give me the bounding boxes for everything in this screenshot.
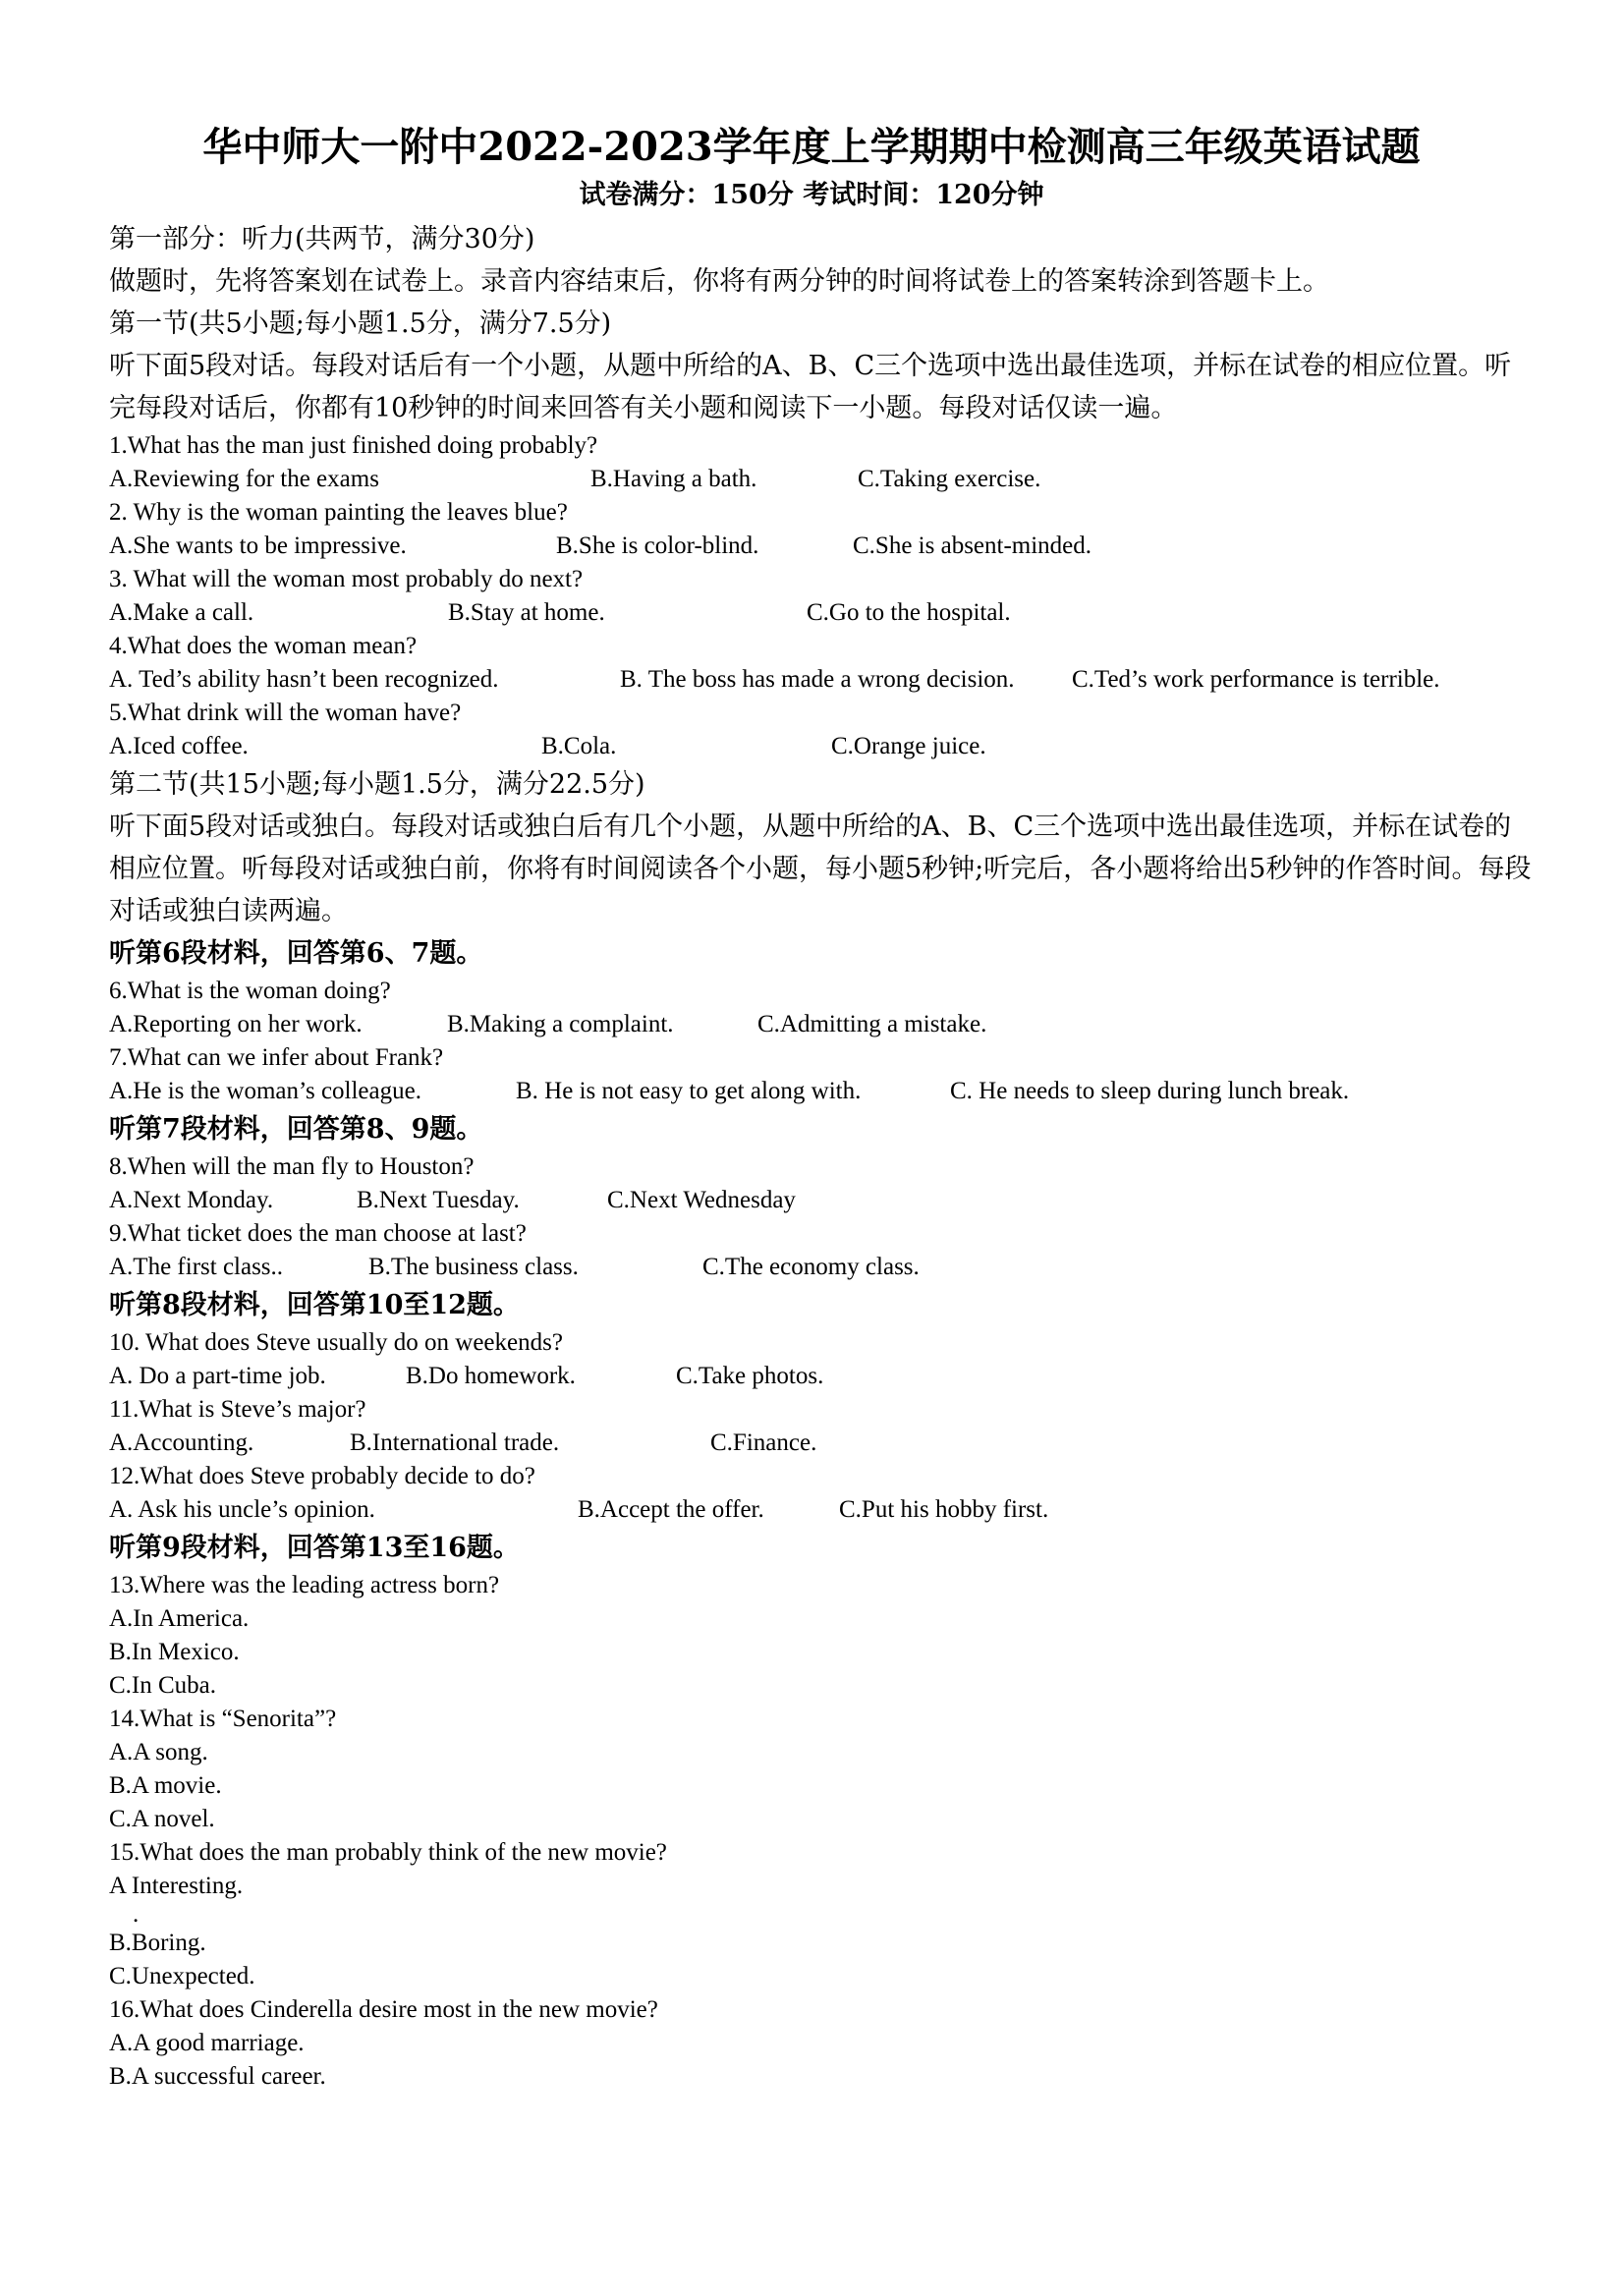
option-a: A.In America. [109, 1605, 250, 1632]
question-3 [109, 563, 1534, 630]
option-b: B.Stay at home. [448, 599, 605, 626]
option-a: A.Reporting on her work. [109, 1011, 363, 1037]
question-text: 2. Why is the woman painting the leaves blue? [109, 499, 568, 526]
option-b: B.Boring. [109, 1930, 206, 1956]
option-b: B.Making a complaint. [447, 1011, 674, 1037]
question-16 [109, 1993, 1534, 2094]
options-row [109, 530, 1534, 563]
question-4 [109, 630, 1534, 697]
question-text: 10. What does Steve usually do on weekends? [109, 1329, 563, 1356]
option-c: C.Unexpected. [109, 1963, 255, 1989]
option-a: A.The first class.. [109, 1254, 284, 1280]
option-a: A.He is the woman’s colleague. [109, 1078, 421, 1104]
option-c: C.Finance. [710, 1429, 817, 1456]
part1-heading: 第一部分：听力(共两节，满分30分) [109, 224, 535, 254]
option-a: A. Do a part-time job. [109, 1363, 326, 1389]
option-a: A.Reviewing for the exams [109, 466, 379, 492]
option-c: C.A novel. [109, 1806, 215, 1832]
question-text: 5.What drink will the woman have? [109, 700, 462, 726]
section1-heading: 第一节(共5小题;每小题1.5分，满分7.5分) [109, 308, 612, 339]
question-text: 8.When will the man fly to Houston? [109, 1153, 475, 1180]
option-b: B.A movie. [109, 1772, 222, 1799]
group-heading-9: 听第9段材料，回答第13至16题。 [109, 1533, 520, 1563]
question-text: 3. What will the woman most probably do next? [109, 566, 584, 592]
option-b: B.The business class. [368, 1254, 579, 1280]
question-12 [109, 1460, 1534, 1527]
question-text: 6.What is the woman doing? [109, 978, 391, 1004]
question-text: 4.What does the woman mean? [109, 633, 418, 659]
question-text: 9.What ticket does the man choose at last? [109, 1220, 527, 1247]
option-a: A.A good marriage. [109, 2030, 305, 2056]
option-b: B. He is not easy to get along with. [516, 1078, 862, 1104]
option-c: C. He needs to sleep during lunch break. [950, 1078, 1350, 1104]
question-8 [109, 1150, 1534, 1217]
options-row [109, 1360, 1534, 1393]
section2-heading: 第二节(共15小题;每小题1.5分，满分22.5分) [109, 769, 645, 800]
option-c: C.Put his hobby first. [839, 1496, 1049, 1523]
option-b: B.A successful career. [109, 2063, 326, 2090]
question-10 [109, 1326, 1534, 1393]
question-6 [109, 975, 1534, 1041]
option-b: B.Cola. [541, 733, 617, 759]
question-text: 16.What does Cinderella desire most in the new movie? [109, 1996, 658, 2023]
question-11 [109, 1393, 1534, 1460]
question-text: 11.What is Steve’s major? [109, 1396, 366, 1423]
question-1 [109, 429, 1534, 496]
options-row [109, 1251, 1534, 1284]
option-b: B.Accept the offer. [578, 1496, 764, 1523]
question-9 [109, 1217, 1534, 1284]
option-b: B.Next Tuesday. [357, 1187, 520, 1213]
option-c: C.Next Wednesday [607, 1187, 796, 1213]
option-a: A.Make a call. [109, 599, 254, 626]
option-a: A.Iced coffee. [109, 733, 249, 759]
option-c: C.Admitting a mistake. [757, 1011, 987, 1037]
question-14 [109, 1703, 1534, 1836]
option-c: C.Ted’s work performance is terrible. [1072, 666, 1440, 693]
option-b: B.Do homework. [406, 1363, 576, 1389]
options-row [109, 1493, 1534, 1527]
question-15 [109, 1836, 1534, 1993]
options-row [109, 1184, 1534, 1217]
group-heading-8: 听第8段材料，回答第10至12题。 [109, 1290, 520, 1320]
part1-instruction: 做题时，先将答案划在试卷上。录音内容结束后，你将有两分钟的时间将试卷上的答案转涂到答题卡上。 [109, 266, 1329, 297]
options-row [109, 1075, 1534, 1108]
option-a: A.A song. [109, 1739, 208, 1765]
option-c: C.The economy class. [702, 1254, 920, 1280]
question-7 [109, 1041, 1534, 1108]
option-b: B.International trade. [350, 1429, 560, 1456]
options-row [109, 463, 1534, 496]
group-heading-7: 听第7段材料，回答第8、9题。 [109, 1114, 483, 1145]
options-row [109, 663, 1534, 697]
question-5 [109, 697, 1534, 763]
option-c: C.Orange juice. [831, 733, 986, 759]
page-title: 华中师大一附中2022-2023学年度上学期期中检测高三年级英语试题 [202, 124, 1421, 170]
question-13 [109, 1569, 1534, 1703]
options-row [109, 596, 1534, 630]
group-heading-6: 听第6段材料，回答第6、7题。 [109, 938, 483, 969]
option-a: A. Ask his uncle’s opinion. [109, 1496, 375, 1523]
option-a: A.Accounting. [109, 1429, 254, 1456]
option-a: A. Ted’s ability hasn’t been recognized. [109, 666, 499, 693]
section2-instruction: 听下面5段对话或独白。每段对话或独白后有几个小题，从题中所给的A、B、C三个选项中选出最佳选项，并标在试卷的相应位置。听每段对话或独白前，你将有时间阅读各个小题，每小题5秒钟;听完后，各小题将给出5秒钟的作答时间。每段对话或独白读两遍。 [109, 812, 1532, 926]
option-a: A Interesting. [109, 1873, 244, 1899]
option-c: C.Take photos. [676, 1363, 824, 1389]
question-text: 1.What has the man just finished doing probably? [109, 432, 598, 459]
options-row [109, 730, 1534, 763]
stray-mark: . [133, 1901, 140, 1928]
question-text: 14.What is “Senorita”? [109, 1706, 337, 1732]
option-b: B.Having a bath. [590, 466, 757, 492]
question-text: 12.What does Steve probably decide to do? [109, 1463, 535, 1489]
option-b: B.She is color-blind. [556, 532, 759, 559]
option-c: C.Taking exercise. [858, 466, 1041, 492]
option-a: A.Next Monday. [109, 1187, 274, 1213]
question-text: 13.Where was the leading actress born? [109, 1572, 500, 1598]
exam-content [109, 218, 1534, 2094]
option-a: A.She wants to be impressive. [109, 532, 407, 559]
page-subtitle: 试卷满分：150分 考试时间：120分钟 [579, 180, 1044, 210]
question-text: 7.What can we infer about Frank? [109, 1044, 444, 1071]
question-text: 15.What does the man probably think of the new movie? [109, 1839, 667, 1866]
options-row [109, 1008, 1534, 1041]
option-b: B.In Mexico. [109, 1639, 240, 1665]
option-c: C.Go to the hospital. [807, 599, 1011, 626]
section1-instruction: 听下面5段对话。每段对话后有一个小题，从题中所给的A、B、C三个选项中选出最佳选项，并标在试卷的相应位置。听完每段对话后，你都有10秒钟的时间来回答有关小题和阅读下一小题。每段对话仅读一遍。 [109, 351, 1512, 423]
question-2 [109, 496, 1534, 563]
options-row [109, 1427, 1534, 1460]
option-c: C.In Cuba. [109, 1672, 217, 1699]
option-b: B. The boss has made a wrong decision. [620, 666, 1015, 693]
option-c: C.She is absent-minded. [853, 532, 1092, 559]
